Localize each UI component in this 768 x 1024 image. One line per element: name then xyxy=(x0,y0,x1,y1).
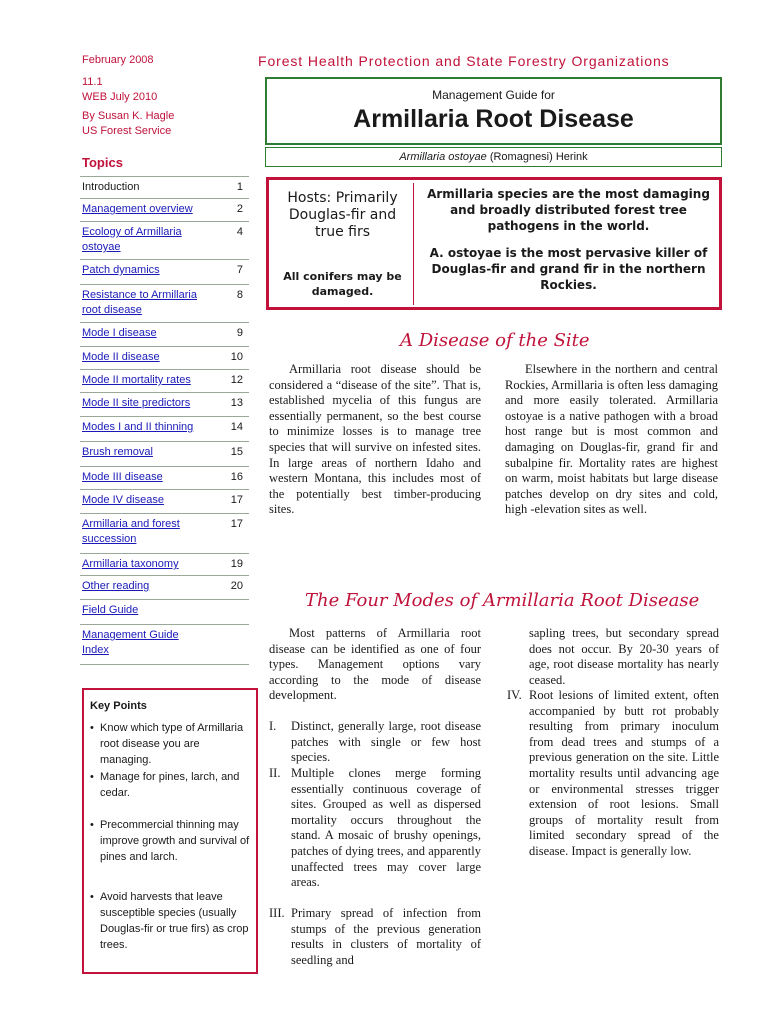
toc-link[interactable]: Management overview xyxy=(82,203,193,215)
toc-item-resistance[interactable] xyxy=(80,284,249,323)
toc-page: 17 xyxy=(230,494,243,506)
toc-item-thinning[interactable] xyxy=(80,416,249,442)
hosts-box xyxy=(266,177,722,310)
toc-item-ecology[interactable] xyxy=(80,221,249,260)
section-heading-modes: The Four Modes of Armillaria Root Disease xyxy=(305,590,700,611)
hosts-heading: Hosts: Primarily Douglas-fir and true firs xyxy=(287,190,398,240)
mode-number: III. xyxy=(269,906,285,920)
toc-link[interactable]: Mode IV disease xyxy=(82,494,164,506)
toc-page: 4 xyxy=(236,226,243,238)
toc-page: 20 xyxy=(230,580,243,592)
toc-page: 1 xyxy=(236,181,243,193)
toc-item-introduction xyxy=(80,176,249,199)
toc-page: 19 xyxy=(230,558,243,570)
topics-heading: Topics xyxy=(82,155,123,170)
mode-text: Distinct, generally large, root disease patches with single or few host species. xyxy=(291,719,481,765)
toc-link[interactable]: Armillaria and forest succession xyxy=(82,518,180,545)
scientific-name-bar xyxy=(265,147,722,167)
publication-date: February 2008 xyxy=(82,54,154,66)
toc-link[interactable]: Mode II mortality rates xyxy=(82,374,191,386)
mode-text: Primary spread of infection from stumps of the previous generation results in clusters of mortality of seedling and xyxy=(291,906,481,967)
toc-item-patch-dynamics[interactable] xyxy=(80,259,249,285)
toc-page: 9 xyxy=(236,327,243,339)
publication-meta xyxy=(82,53,154,68)
site-column-2 xyxy=(505,362,718,518)
mode-text: Root lesions of limited extent, often accompanied by butt rot probably resulting from primary inoculum from dead trees and stumps of a previous generation on the site. Little mortality results until advancing age or environmental stresses trigger extension of root lesions. Small groups of mortality result from limited secondary spread of the disease. Impact is generally low. xyxy=(529,688,719,858)
toc-link[interactable]: Mode II disease xyxy=(82,351,160,363)
site-paragraph-2: Elsewhere in the northern and central Rockies, Armillaria is often less damaging and more easily tolerated. Armillaria ostoyae is a native pathogen with a broad host range but is most common and damaging on Douglas-fir, grand fir and subalpine fir. Mortality rates are highest on warm, moist habitats but large disease patches develop on dry sites and cold, high -elevation sites as well. xyxy=(505,362,718,517)
toc-item-mode-4[interactable] xyxy=(80,489,249,514)
mode-text: sapling trees, but secondary spread does not occur. By 20-30 years of age, root disease mortality has nearly ceased. xyxy=(529,626,719,687)
toc-item-mode-3[interactable] xyxy=(80,466,249,490)
fact-1: Armillaria species are the most damaging and broadly distributed forest tree pathogens in the world. xyxy=(427,187,710,233)
author-meta xyxy=(82,109,174,139)
toc-link[interactable]: Mode III disease xyxy=(82,471,163,483)
toc-link[interactable]: Patch dynamics xyxy=(82,264,160,276)
toc-link[interactable]: Brush removal xyxy=(82,446,153,458)
toc-page: 15 xyxy=(230,446,243,458)
toc-link[interactable]: Management Guide Index xyxy=(82,629,179,656)
key-point: • Know which type of Armillaria root disease you are managing. xyxy=(100,720,252,768)
toc-page: 12 xyxy=(230,374,243,386)
toc-page: 13 xyxy=(230,397,243,409)
scientific-name: Armillaria ostoyae xyxy=(399,151,487,163)
key-point: • Manage for pines, larch, and cedar. xyxy=(100,769,252,801)
mode-number: IV. xyxy=(507,688,522,702)
toc-page: 10 xyxy=(230,351,243,363)
site-paragraph-1: Armillaria root disease should be considered a “disease of the site”. That is, established mycelia of this fungus are essentially permanent, so the best course to minimize losses is to manage tree species that will survive on infested sites. In large areas of northern Idaho and western Montana, this includes most of the potentially best timber-producing sites. xyxy=(269,362,481,517)
facts-panel xyxy=(421,186,716,293)
toc-item-management-overview[interactable] xyxy=(80,198,249,222)
toc-page: 17 xyxy=(230,518,243,530)
toc-item-succession[interactable] xyxy=(80,513,249,554)
toc-page: 2 xyxy=(236,203,243,215)
toc-item-guide-index[interactable] xyxy=(80,624,249,665)
toc-item-mode-2-site[interactable] xyxy=(80,392,249,417)
toc-link[interactable]: Other reading xyxy=(82,580,150,592)
key-points-box xyxy=(82,688,258,974)
toc-item-field-guide[interactable] xyxy=(80,599,249,625)
modes-list-left xyxy=(269,719,481,975)
toc-link[interactable]: Armillaria taxonomy xyxy=(82,558,179,570)
toc-item-taxonomy[interactable] xyxy=(80,553,249,576)
modes-intro-paragraph: Most patterns of Armillaria root disease can be identified as one of four types. Management options vary according to the mode of disease development. xyxy=(269,626,481,703)
modes-intro xyxy=(269,626,481,704)
section-heading-site: A Disease of the Site xyxy=(400,330,590,351)
toc-link[interactable]: Ecology of Armillaria ostoyae xyxy=(82,226,182,253)
toc-item-brush-removal[interactable] xyxy=(80,441,249,467)
toc-label: Introduction xyxy=(82,181,140,193)
mode-number: I. xyxy=(269,719,277,733)
mode-text: Multiple clones merge forming essentially continuous coverage of sites. Grouped as well as dispersed mortality occurs throughout the stand. A mosaic of brushy openings, patches of dying trees, and apparently unaffected trees may cover large areas. xyxy=(291,766,481,890)
toc-page: 16 xyxy=(230,471,243,483)
toc-link[interactable]: Mode I disease xyxy=(82,327,157,339)
fact-2: A. ostoyae is the most pervasive killer of Douglas-fir and grand fir in the northern Rockies. xyxy=(429,246,708,292)
agency: US Forest Service xyxy=(82,125,172,137)
toc-link[interactable]: Modes I and II thinning xyxy=(82,421,194,433)
toc-page: 7 xyxy=(236,264,243,276)
organization-line: Forest Health Protection and State Forestry Organizations xyxy=(258,53,670,69)
key-points-heading: Key Points xyxy=(90,700,147,712)
title-box xyxy=(265,77,722,145)
key-point: • Avoid harvests that leave susceptible species (usually Douglas-fir or true firs) as crop trees. xyxy=(100,889,252,953)
hosts-note: All conifers may be damaged. xyxy=(283,270,402,298)
title-subtitle: Management Guide for xyxy=(432,88,555,102)
hosts-panel xyxy=(272,183,414,305)
mode-number: II. xyxy=(269,766,281,780)
site-column-1 xyxy=(269,362,481,518)
modes-list-right xyxy=(507,626,719,916)
toc-item-mode-2[interactable] xyxy=(80,346,249,370)
toc-page: 8 xyxy=(236,289,243,301)
toc-item-mode-2-mortality[interactable] xyxy=(80,369,249,393)
key-point: • Precommercial thinning may improve growth and survival of pines and larch. xyxy=(100,817,252,865)
toc-page: 14 xyxy=(230,421,243,433)
toc-divider xyxy=(80,664,249,665)
toc-item-other-reading[interactable] xyxy=(80,575,249,600)
version-number: 11.1 xyxy=(82,76,103,88)
author: By Susan K. Hagle xyxy=(82,110,175,122)
version-meta xyxy=(82,75,157,105)
web-date: WEB July 2010 xyxy=(82,91,158,103)
toc-link[interactable]: Mode II site predictors xyxy=(82,397,191,409)
toc-link[interactable]: Field Guide xyxy=(82,604,139,616)
page-title: Armillaria Root Disease xyxy=(353,105,634,133)
scientific-authority: (Romagnesi) Herink xyxy=(489,151,588,163)
toc-item-mode-1[interactable] xyxy=(80,322,249,347)
toc-link[interactable]: Resistance to Armillaria root disease xyxy=(82,289,197,316)
